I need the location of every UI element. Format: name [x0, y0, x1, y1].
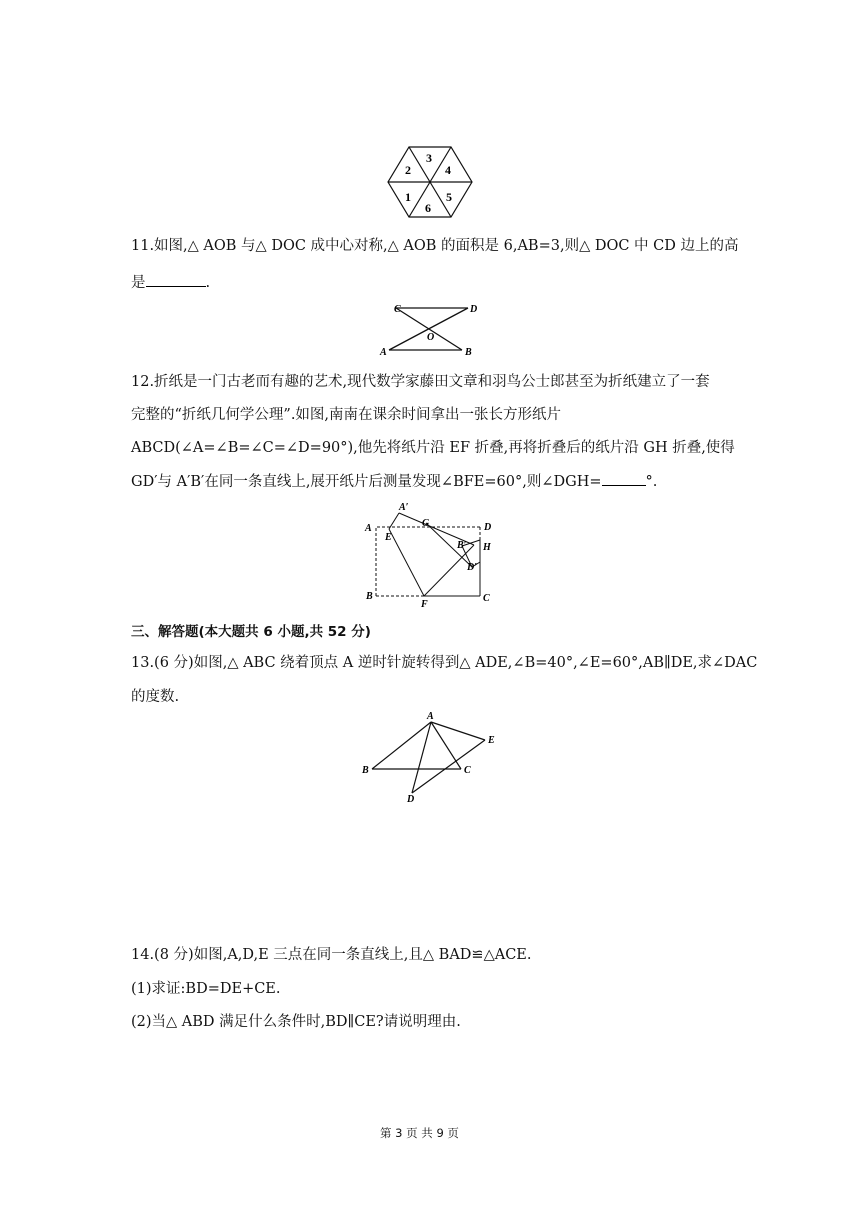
q11-figure: [376, 298, 486, 360]
q12-label-b-prime: B′: [457, 540, 467, 551]
q11-label-d: D: [470, 304, 478, 315]
q13-label-a: A: [427, 711, 434, 722]
q11-answer-blank[interactable]: [146, 272, 206, 287]
q11-line2-suffix: .: [205, 275, 211, 291]
q12-figure: [362, 500, 502, 608]
q14-line3: (2)当△ ABD 满足什么条件时,BD∥CE?请说明理由.: [131, 1014, 461, 1030]
q12-label-f: F: [421, 599, 428, 608]
q12-line2: 完整的“折纸几何学公理”.如图,南南在课余时间拿出一张长方形纸片: [131, 407, 562, 423]
q11-label-b: B: [465, 347, 472, 358]
q11-line2-prefix: 是: [131, 275, 146, 291]
hexagon-label-1: 1: [405, 190, 411, 204]
page-footer: 第 3 页 共 9 页: [380, 1126, 459, 1140]
q12-line1: 12.折纸是一门古老而有趣的艺术,现代数学家藤田文章和羽鸟公士郎甚至为折纸建立了一套: [131, 374, 710, 390]
hexagon-figure: [385, 144, 475, 220]
hexagon-label-2: 2: [405, 163, 411, 177]
q13-label-d: D: [407, 794, 415, 804]
q13-figure: [360, 708, 506, 804]
q12-line4: [131, 471, 657, 492]
q12-label-a-prime: A′: [399, 502, 409, 513]
q14-line1: 14.(8 分)如图,A,D,E 三点在同一条直线上,且△ BAD≌△ACE.: [131, 947, 532, 963]
q12-label-d: D: [484, 522, 492, 533]
q11-label-o: O: [427, 332, 435, 343]
hexagon-label-3: 3: [426, 151, 432, 165]
q13-label-c: C: [464, 765, 471, 776]
q12-line4-prefix: GD′与 A′B′在同一条直线上,展开纸片后测量发现∠BFE=60°,则∠DGH=: [131, 474, 602, 490]
hexagon-label-4: 4: [445, 163, 451, 177]
hexagon-label-5: 5: [446, 190, 452, 204]
q12-line4-suffix: °.: [645, 474, 658, 490]
hexagon-label-6: 6: [425, 201, 431, 215]
q12-line3: ABCD(∠A=∠B=∠C=∠D=90°),他先将纸片沿 EF 折叠,再将折叠后的纸片沿 GH 折叠,使得: [131, 440, 735, 456]
section-title: 三、解答题(本大题共 6 小题,共 52 分): [131, 624, 371, 640]
q12-label-a: A: [365, 523, 372, 534]
q12-label-e: E: [385, 532, 392, 543]
q11-line2: [131, 272, 210, 293]
q13-line1: 13.(6 分)如图,△ ABC 绕着顶点 A 逆时针旋转得到△ ADE,∠B=40°,∠E=60°,AB∥DE,求∠DAC: [131, 655, 758, 671]
q13-line2: 的度数.: [131, 689, 180, 705]
q11-label-c: C: [394, 304, 401, 315]
q12-label-g: G: [422, 518, 430, 529]
q12-label-h: H: [483, 542, 491, 553]
q12-answer-blank[interactable]: [602, 471, 646, 486]
q14-line2: (1)求证:BD=DE+CE.: [131, 981, 281, 997]
q11-label-a: A: [380, 347, 387, 358]
q11-line1: 11.如图,△ AOB 与△ DOC 成中心对称,△ AOB 的面积是 6,AB=3,则△ DOC 中 CD 边上的高: [131, 238, 739, 254]
q13-label-e: E: [488, 735, 495, 746]
q12-label-c: C: [483, 593, 490, 604]
q13-label-b: B: [362, 765, 369, 776]
q12-label-d-prime: D′: [467, 562, 478, 573]
q12-label-b: B: [366, 591, 373, 602]
